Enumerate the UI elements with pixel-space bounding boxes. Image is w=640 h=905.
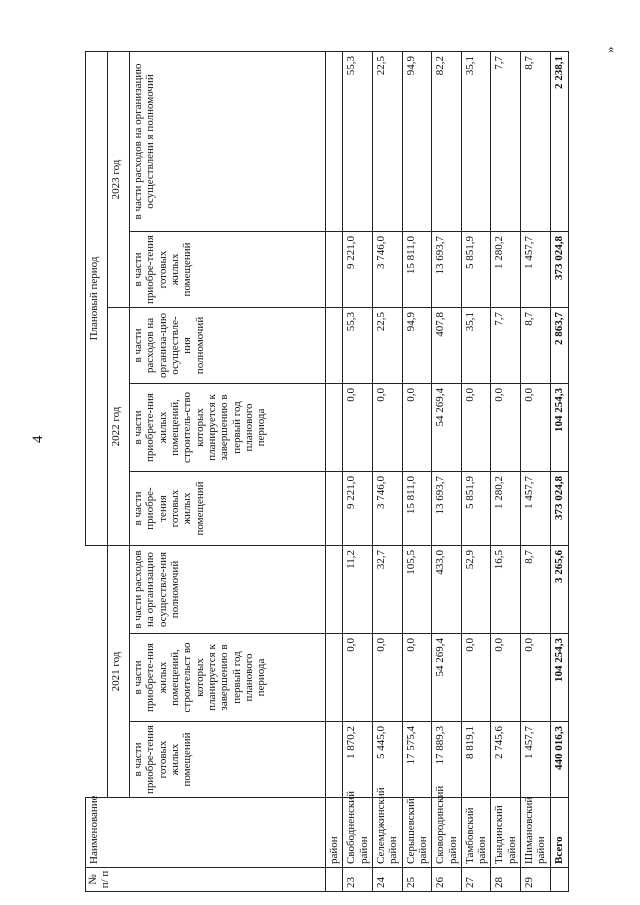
- header-2022-purchase: в части приобре-тения готовых жилых помещений: [130, 471, 326, 545]
- table-row: [491, 51, 521, 891]
- cell-2022-construction: 0,0: [343, 383, 373, 471]
- table-row: [372, 51, 402, 891]
- header-row-3: [130, 51, 326, 891]
- row-name: Сковородинский район: [432, 798, 462, 868]
- cell-2022-org: 7,7: [491, 307, 521, 383]
- cell-2021-org: 52,9: [461, 545, 491, 633]
- row-num: 24: [372, 868, 402, 892]
- table-row: [402, 51, 432, 891]
- header-year-2022: 2022 год: [108, 307, 130, 545]
- row-num: 28: [491, 868, 521, 892]
- cell-2023-purchase: 15 811,0: [402, 231, 432, 307]
- cell-2021-purchase: 1 870,2: [343, 722, 373, 798]
- cell-2022-org: 407,8: [432, 307, 462, 383]
- cell-2021-construction: 54 269,4: [432, 634, 462, 722]
- cell-2023-purchase: 1 457,7: [521, 231, 551, 307]
- cell-2021-purchase: 5 445,0: [372, 722, 402, 798]
- header-num: № п/ п: [86, 868, 326, 892]
- budget-table: [85, 51, 569, 892]
- cell-2021-construction: 0,0: [343, 634, 373, 722]
- cell-2022-purchase: 15 811,0: [402, 471, 432, 545]
- row-name: Свободненский район: [343, 798, 373, 868]
- cell-2021-purchase: 8 819,1: [461, 722, 491, 798]
- closing-quote: »: [602, 46, 617, 53]
- header-row-1: [86, 51, 108, 891]
- cell-2023-org: 8,7: [521, 51, 551, 231]
- rotated-table-container: [85, 52, 565, 892]
- table-row: [521, 51, 551, 891]
- total-2021-construction: 104 254,3: [550, 634, 568, 722]
- cell-2021-org: 32,7: [372, 545, 402, 633]
- cell-2022-construction: 0,0: [491, 383, 521, 471]
- row-name: Селемджинский район: [372, 798, 402, 868]
- header-year-2021: 2021 год: [108, 545, 130, 797]
- cell-2021-org: 16,5: [491, 545, 521, 633]
- cell-2022-org: 94,9: [402, 307, 432, 383]
- cell-2021-purchase: 1 457,7: [521, 722, 551, 798]
- cell-2021-org: 433,0: [432, 545, 462, 633]
- table-row: [432, 51, 462, 891]
- header-2023-org: в части расходов на организацию осуществлени я полномочий: [130, 51, 326, 231]
- cell-2023-org: 22,5: [372, 51, 402, 231]
- header-2021-purchase: в части приобре-тения готовых жилых помещений: [130, 722, 326, 798]
- header-2022-construction: в части приобрете-ния жилых помещений, строитель-ство которых планируется к завершению в первый год планового периода: [130, 383, 326, 471]
- cell-2023-org: 7,7: [491, 51, 521, 231]
- cell-2023-org: 55,3: [343, 51, 373, 231]
- total-label: Всего: [550, 798, 568, 868]
- row-name: Серышевский район: [402, 798, 432, 868]
- header-name: Наименование: [86, 798, 326, 868]
- row-num: 23: [343, 868, 373, 892]
- total-2023-org: 2 238,1: [550, 51, 568, 231]
- row-num: 25: [402, 868, 432, 892]
- cell-2021-construction: 0,0: [521, 634, 551, 722]
- cell-2022-construction: 0,0: [461, 383, 491, 471]
- header-2021-construction: в части приобрете-ния жилых помещений, строительст во которых планируется к завершению в первый год планового периода: [130, 634, 326, 722]
- cell-2022-purchase: 1 457,7: [521, 471, 551, 545]
- row-name-continued: район: [326, 798, 343, 868]
- cell-2023-org: 94,9: [402, 51, 432, 231]
- header-2021-org: в части расходов на организацию осуществле-ния полномочий: [130, 545, 326, 633]
- cell-2022-purchase: 3 746,0: [372, 471, 402, 545]
- page-number: 4: [30, 435, 46, 443]
- cell-2021-org: 8,7: [521, 545, 551, 633]
- total-2021-purchase: 440 016,3: [550, 722, 568, 798]
- header-plan-period: Плановый период: [86, 51, 108, 545]
- total-2021-org: 3 265,6: [550, 545, 568, 633]
- cell-2022-org: 35,1: [461, 307, 491, 383]
- cell-2022-construction: 54 269,4: [432, 383, 462, 471]
- header-2022-org: в части расходов на организа-цию осуществле-ния полномочий: [130, 307, 326, 383]
- total-2022-org: 2 863,7: [550, 307, 568, 383]
- cell-2022-org: 8,7: [521, 307, 551, 383]
- cell-2022-construction: 0,0: [402, 383, 432, 471]
- cell-2023-org: 82,2: [432, 51, 462, 231]
- cell-2022-purchase: 9 221,0: [343, 471, 373, 545]
- header-year-2023: 2023 год: [108, 51, 130, 307]
- row-num: 27: [461, 868, 491, 892]
- cell-2022-purchase: 1 280,2: [491, 471, 521, 545]
- cell-2021-construction: 0,0: [372, 634, 402, 722]
- row-name: Тындинский район: [491, 798, 521, 868]
- cell-2022-org: 55,3: [343, 307, 373, 383]
- cell-2021-construction: 0,0: [491, 634, 521, 722]
- cell-2021-purchase: 17 575,4: [402, 722, 432, 798]
- cell-2022-purchase: 13 693,7: [432, 471, 462, 545]
- header-blank: [86, 545, 108, 797]
- header-row-2: [108, 51, 130, 891]
- total-2022-purchase: 373 024,8: [550, 471, 568, 545]
- cell-2021-org: 11,2: [343, 545, 373, 633]
- table-row: [461, 51, 491, 891]
- cell-2023-purchase: 1 280,2: [491, 231, 521, 307]
- total-row: [550, 51, 568, 891]
- cell-2023-purchase: 9 221,0: [343, 231, 373, 307]
- cell-2023-org: 35,1: [461, 51, 491, 231]
- cell-2022-purchase: 5 851,9: [461, 471, 491, 545]
- cell-2022-construction: 0,0: [372, 383, 402, 471]
- cell-2021-purchase: 17 889,3: [432, 722, 462, 798]
- header-2023-purchase: в части приобре-тения готовых жилых помещений: [130, 231, 326, 307]
- row-num: 26: [432, 868, 462, 892]
- cell-2021-construction: 0,0: [402, 634, 432, 722]
- cell-2021-purchase: 2 745,6: [491, 722, 521, 798]
- total-2022-construction: 104 254,3: [550, 383, 568, 471]
- cell-2021-org: 105,5: [402, 545, 432, 633]
- table-row: [343, 51, 373, 891]
- cell-2023-purchase: 3 746,0: [372, 231, 402, 307]
- table-row-continued: [326, 51, 343, 891]
- row-num: 29: [521, 868, 551, 892]
- cell-2021-construction: 0,0: [461, 634, 491, 722]
- cell-2022-construction: 0,0: [521, 383, 551, 471]
- row-name: Шимановский район: [521, 798, 551, 868]
- cell-2023-purchase: 5 851,9: [461, 231, 491, 307]
- cell-2023-purchase: 13 693,7: [432, 231, 462, 307]
- total-2023-purchase: 373 024,8: [550, 231, 568, 307]
- cell-2022-org: 22,5: [372, 307, 402, 383]
- row-name: Тамбовский район: [461, 798, 491, 868]
